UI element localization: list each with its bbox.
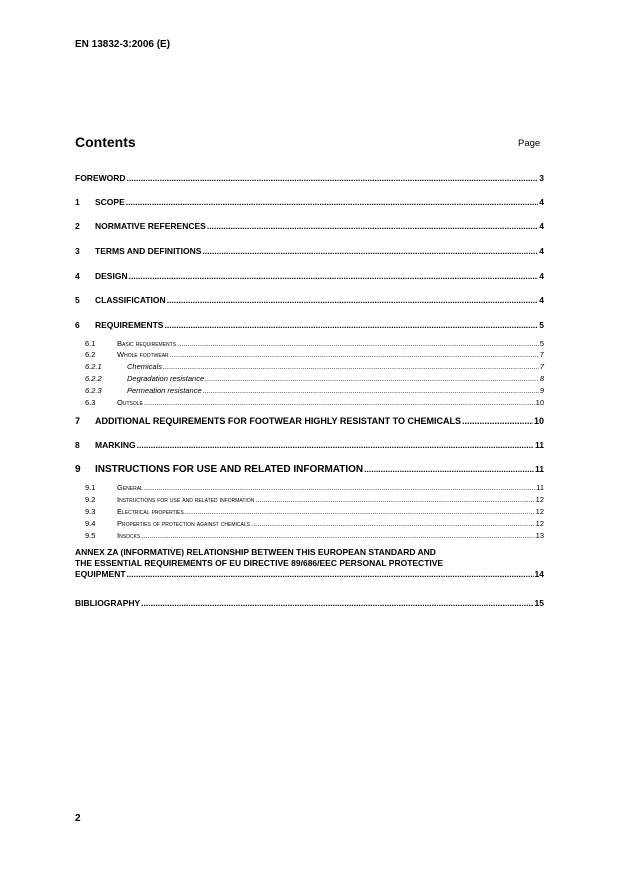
toc-entry-page: 5 bbox=[539, 320, 544, 330]
toc-entry-number: 5 bbox=[75, 295, 80, 305]
toc-entry-page: 9 bbox=[539, 386, 544, 395]
dot-leader bbox=[203, 386, 539, 395]
dot-leader bbox=[163, 362, 539, 371]
dot-leader bbox=[205, 374, 539, 383]
annex-title-line: EQUIPMENT bbox=[75, 569, 126, 579]
toc-entry-page: 11 bbox=[535, 464, 544, 474]
dot-leader bbox=[177, 339, 539, 348]
dot-leader bbox=[144, 398, 535, 407]
toc-entry-page: 15 bbox=[534, 598, 544, 608]
toc-entry-number: 6.2.2 bbox=[85, 374, 102, 383]
annex-title-line: THE ESSENTIAL REQUIREMENTS OF EU DIRECTIVE 89/686/EEC PERSONAL PROTECTIVE bbox=[75, 558, 444, 568]
toc-entry-number: 3 bbox=[75, 246, 80, 256]
toc-entry-degradation-resistance[interactable] bbox=[85, 374, 544, 383]
toc-entry-text: INSTRUCTIONS FOR USE AND RELATED INFORMATION bbox=[95, 464, 364, 475]
toc-entry-text: DESIGN bbox=[95, 271, 128, 281]
toc-entry-text: CLASSIFICATION bbox=[95, 295, 166, 305]
toc-entry-text: MARKING bbox=[95, 440, 136, 450]
dot-leader bbox=[170, 350, 539, 359]
dot-leader bbox=[202, 246, 538, 256]
toc-entry-text: Outsole bbox=[117, 398, 143, 407]
toc-entry-number: 6.2.3 bbox=[85, 386, 102, 395]
page-column-label: Page bbox=[518, 138, 541, 149]
toc-entry-text: Chemicals bbox=[127, 362, 163, 371]
toc-entry-page: 10 bbox=[533, 416, 544, 426]
dot-leader bbox=[127, 173, 539, 183]
dot-leader bbox=[141, 598, 533, 608]
toc-entry-number: 6.1 bbox=[85, 339, 96, 348]
toc-entry-number: 9.5 bbox=[85, 531, 96, 540]
toc-entry-text: Permeation resistance bbox=[127, 386, 202, 395]
toc-entry-number: 7 bbox=[75, 416, 81, 426]
toc-entry-number: 8 bbox=[75, 440, 80, 450]
toc-entry-number: 6 bbox=[75, 320, 80, 330]
toc-entry-text: Electrical properties bbox=[117, 507, 184, 516]
toc-entry-general[interactable] bbox=[85, 483, 544, 492]
toc-entry-number: 6.3 bbox=[85, 398, 96, 407]
toc-entry-page: 11 bbox=[535, 440, 544, 450]
toc-entry-text: General bbox=[117, 483, 143, 492]
toc-entry-page: 13 bbox=[535, 531, 544, 540]
document-header: EN 13832-3:2006 (E) bbox=[75, 39, 171, 50]
toc-entry-electrical-properties[interactable] bbox=[85, 507, 544, 516]
toc-entry-text: ADDITIONAL REQUIREMENTS FOR FOOTWEAR HIGHLY RESISTANT TO CHEMICALS bbox=[95, 416, 462, 426]
toc-entry-page: 12 bbox=[535, 495, 544, 504]
toc-entry-page: 11 bbox=[536, 483, 544, 492]
dot-leader bbox=[144, 483, 535, 492]
toc-entry-permeation-resistance[interactable] bbox=[85, 386, 544, 395]
toc-entry-number: 9.3 bbox=[85, 507, 96, 516]
toc-entry-number: 9.1 bbox=[85, 483, 96, 492]
toc-entry-page: 4 bbox=[539, 295, 544, 305]
toc-entry-additional-requirements[interactable] bbox=[75, 416, 544, 426]
toc-entry-annex-za[interactable] bbox=[75, 547, 544, 580]
dot-leader bbox=[141, 531, 534, 540]
toc-entry-insocks[interactable] bbox=[85, 531, 544, 540]
dot-leader bbox=[255, 495, 534, 504]
toc-entry-scope[interactable] bbox=[75, 197, 544, 207]
toc-entry-page: 14 bbox=[534, 569, 544, 579]
dot-leader bbox=[207, 221, 538, 231]
toc-entry-page: 8 bbox=[539, 374, 544, 383]
toc-entry-number: 1 bbox=[75, 197, 80, 207]
toc-entry-page: 12 bbox=[535, 507, 544, 516]
toc-entry-page: 10 bbox=[535, 398, 544, 407]
toc-entry-outsole[interactable] bbox=[85, 398, 544, 407]
page-number: 2 bbox=[75, 813, 81, 824]
toc-entry-page: 5 bbox=[539, 339, 544, 348]
toc-entry-page: 3 bbox=[539, 173, 544, 183]
toc-entry-classification[interactable] bbox=[75, 295, 544, 305]
toc-entry-text: Basic requirements bbox=[117, 339, 177, 348]
toc-entry-text: REQUIREMENTS bbox=[95, 320, 164, 330]
toc-entry-text: FOREWORD bbox=[75, 173, 126, 183]
toc-entry-text: Whole footwear bbox=[117, 350, 169, 359]
dot-leader bbox=[364, 464, 534, 474]
dot-leader bbox=[129, 271, 539, 281]
dot-leader bbox=[126, 197, 539, 207]
toc-entry-instructions-for-use[interactable] bbox=[85, 495, 544, 504]
toc-entry-design[interactable] bbox=[75, 271, 544, 281]
toc-entry-requirements[interactable] bbox=[75, 320, 544, 330]
toc-entry-page: 7 bbox=[539, 350, 544, 359]
toc-entry-text: TERMS AND DEFINITIONS bbox=[95, 246, 202, 256]
toc-entry-text: NORMATIVE REFERENCES bbox=[95, 221, 206, 231]
page-title: Contents bbox=[75, 134, 136, 150]
dot-leader bbox=[462, 416, 533, 426]
toc-entry-instructions[interactable] bbox=[75, 464, 544, 475]
toc-entry-page: 12 bbox=[535, 519, 544, 528]
dot-leader bbox=[127, 569, 534, 580]
toc-entry-number: 9.2 bbox=[85, 495, 96, 504]
toc-entry-text: Degradation resistance bbox=[127, 374, 205, 383]
toc-entry-number: 6.2.1 bbox=[85, 362, 102, 371]
toc-entry-page: 4 bbox=[539, 246, 544, 256]
toc-entry-number: 4 bbox=[75, 271, 80, 281]
toc-entry-text: Insocks bbox=[117, 531, 141, 540]
toc-entry-normative-references[interactable] bbox=[75, 221, 544, 231]
toc-entry-text: SCOPE bbox=[95, 197, 125, 207]
toc-entry-page: 4 bbox=[539, 271, 544, 281]
toc-entry-text: BIBLIOGRAPHY bbox=[75, 598, 141, 608]
toc-entry-foreword[interactable] bbox=[75, 173, 544, 183]
toc-entry-number: 9.4 bbox=[85, 519, 96, 528]
annex-title-line: ANNEX ZA (INFORMATIVE) RELATIONSHIP BETWEEN THIS EUROPEAN STANDARD AND bbox=[75, 547, 436, 557]
toc-entry-basic-requirements[interactable] bbox=[85, 339, 544, 348]
annex-title-lastline bbox=[75, 569, 544, 580]
dot-leader bbox=[251, 519, 535, 528]
dot-leader bbox=[167, 295, 539, 305]
toc-entry-page: 4 bbox=[539, 197, 544, 207]
toc-entry-whole-footwear[interactable] bbox=[85, 350, 544, 359]
toc-entry-chemicals[interactable] bbox=[85, 362, 544, 371]
dot-leader bbox=[185, 507, 535, 516]
toc-entry-terms[interactable] bbox=[75, 246, 544, 256]
toc-entry-bibliography[interactable] bbox=[75, 598, 544, 608]
toc-entry-number: 9 bbox=[75, 464, 81, 475]
toc-entry-page: 7 bbox=[539, 362, 544, 371]
toc-entry-marking[interactable] bbox=[75, 440, 544, 450]
dot-leader bbox=[164, 320, 538, 330]
toc-entry-protection-chemicals[interactable] bbox=[85, 519, 544, 528]
dot-leader bbox=[137, 440, 534, 450]
toc-entry-text: Properties of protection against chemicals bbox=[117, 519, 250, 528]
toc-entry-number: 2 bbox=[75, 221, 80, 231]
toc-entry-page: 4 bbox=[539, 221, 544, 231]
toc-entry-text: Instructions for use and related information bbox=[117, 495, 255, 504]
toc-entry-number: 6.2 bbox=[85, 350, 96, 359]
